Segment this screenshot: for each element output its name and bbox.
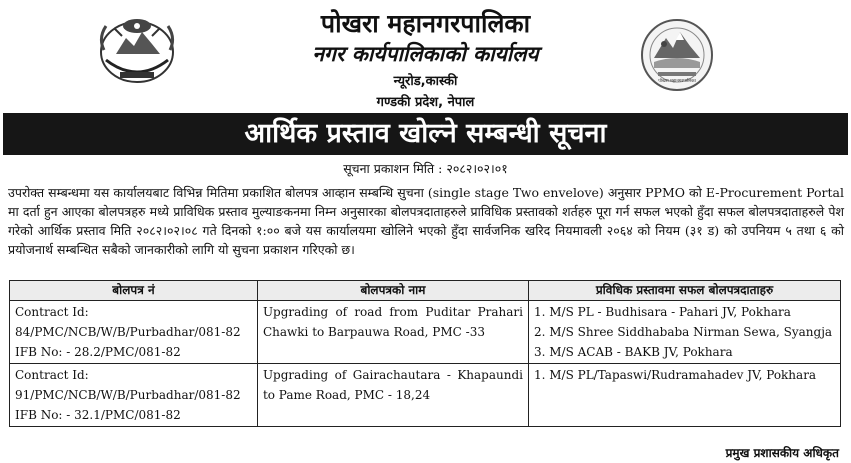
contract-label: Contract Id: [15,368,89,382]
bidder-item: 3. M/S ACAB - BAKB JV, Pokhara [534,345,733,359]
header-successful-bidders: प्रविधिक प्रस्तावमा सफल बोलपत्रदाताहरु [529,281,841,301]
table-row [10,364,841,427]
contract-id: 91/PMC/NCB/W/B/Purbadhar/081-82 [15,388,241,402]
ifb-number: IFB No: - 32.1/PMC/081-82 [15,408,181,422]
table-row [10,301,841,364]
contracts-table [9,280,841,427]
header-bid-name: बोलपत्रको नाम [257,281,528,301]
contract-label: Contract Id: [15,305,89,319]
project-name: Upgrading of road from Puditar Prahari Chawki to Barpauwa Road, PMC -33 [262,305,523,339]
office-address: न्यूरोड,कास्की [393,74,458,89]
logo-caption: पोखरा महानगरपालिका [658,79,696,84]
bidder-item: 1. M/S PL - Budhisara - Pahari JV, Pokhara [534,305,791,319]
bidder-item: 1. M/S PL/Tapaswi/Rudramahadev JV, Pokhara [534,368,817,382]
contract-cell [10,301,258,364]
office-name: नगर कार्यपालिकाको कार्यालय [312,42,539,66]
notice-body: उपरोक्त सम्बन्धमा यस कार्यालयबाट विभिन्न मितिमा प्रकाशित बोलपत्र आव्हान सम्बन्धि सुचना (single stage Two envelove) अनुसार PPMO को E-Procurement Portal मा दर्ता हुन आएका बोलपत्रहरु मध्ये प्राविधिक प्रस्ताव मुल्याङकनमा निम्न अनुसारका बोलपत्रदाताहरुले प्राविधिक प्रस्तावको शर्तहरु पूरा गर्न सफल भएको हुँदा सफल बोलपत्रदाताहरुले पेश गरेको आर्थिक प्रस्ताव मिति २०८२।०२।०८ गते दिनको १:०० बजे यस कार्यालयमा खोलिने भएको हुँदा सार्वजनिक खरिद नियमावली २०६४ को नियम (३१ ड) को उपनियम ५ तथा ६ को प्रयोजनार्थ सम्बन्धित सबैको जानकारीको लागि यो सुचना प्रकाशन गरिएको छ। [8,185,844,257]
project-name-cell [257,364,528,427]
province-name: गण्डकी प्रदेश, नेपाल [376,95,475,110]
project-name-cell [257,301,528,364]
table-header-row [10,281,841,301]
signature: प्रमुख प्रशासकीय अधिकृत [725,446,839,460]
bidders-cell [529,364,841,427]
contract-cell [10,364,258,427]
publish-date: सूचना प्रकाशन मिति : २०८२।०२।०१ [343,161,508,176]
bidder-item: 2. M/S Shree Siddhababa Nirman Sewa, Syangja [534,325,833,339]
ifb-number: IFB No: - 28.2/PMC/081-82 [15,345,181,359]
notice-title: आर्थिक प्रस्ताव खोल्ने सम्बन्धी सूचना [3,113,848,155]
project-name: Upgrading of Gairachautara - Khapaundi to Pame Road, PMC - 18,24 [262,368,523,402]
header-bid-number: बोलपत्र नं [10,281,258,301]
bidders-cell [529,301,841,364]
contract-id: 84/PMC/NCB/W/B/Purbadhar/081-82 [15,325,241,339]
municipality-name: पोखरा महानगरपालिका [320,9,531,38]
letterhead [0,0,851,112]
